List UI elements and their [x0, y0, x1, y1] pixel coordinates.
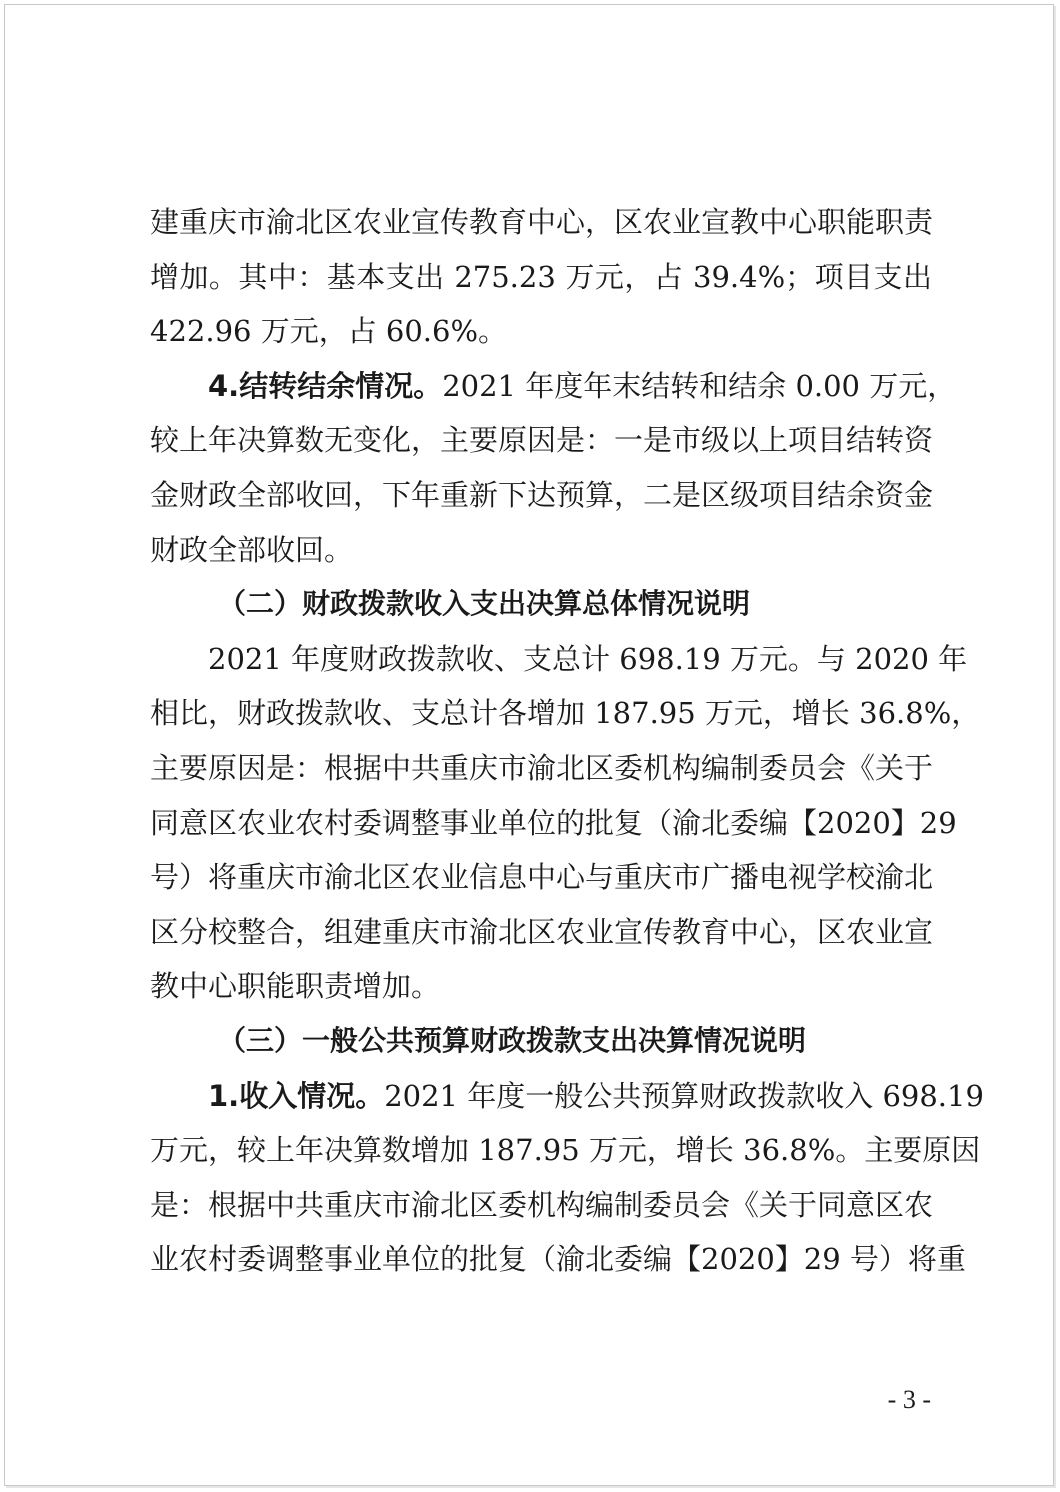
paragraph-line: 同意区农业农村委调整事业单位的批复（渝北委编【2020】29 [150, 805, 957, 840]
paragraph-line-income [150, 1069, 984, 1124]
paragraph-line: 财政全部收回。 [150, 532, 354, 567]
paragraph-line: 业农村委调整事业单位的批复（渝北委编【2020】29 号）将重 [150, 1242, 966, 1277]
paragraph-line: 422.96 万元，占 60.6%。 [150, 314, 508, 349]
paragraph-line: 是：根据中共重庆市渝北区委机构编制委员会《关于同意区农 [150, 1187, 934, 1222]
paragraph-line: 相比，财政拨款收、支总计各增加 187.95 万元，增长 36.8%， [150, 696, 981, 731]
paragraph-line: 增加。其中：基本支出 275.23 万元，占 39.4%；项目支出 [150, 259, 932, 294]
paragraph-line: 建重庆市渝北区农业宣传教育中心，区农业宣教中心职能职责 [150, 205, 934, 239]
paragraph-line: 主要原因是：根据中共重庆市渝北区委机构编制委员会《关于 [150, 750, 934, 785]
paragraph-line: 区分校整合，组建重庆市渝北区农业宣传教育中心，区农业宣 [150, 914, 934, 949]
lead-carryover-heading: 4.结转结余情况。 [208, 368, 443, 403]
lead-income-heading: 1.收入情况。 [208, 1078, 385, 1113]
document-body [150, 195, 984, 1287]
paragraph-line: 号）将重庆市渝北区农业信息中心与重庆市广播电视学校渝北 [150, 860, 934, 895]
paragraph-line-carryover [150, 359, 957, 414]
section-heading-3: （三）一般公共预算财政拨款支出决算情况说明 [218, 1023, 807, 1057]
paragraph-line: 金财政全部收回，下年重新下达预算，二是区级项目结余资金 [150, 477, 934, 512]
paragraph-line: 万元，较上年决算数增加 187.95 万元，增长 36.8%。主要原因 [150, 1133, 981, 1168]
section-heading-2: （二）财政拨款收入支出决算总体情况说明 [218, 587, 751, 621]
document-page [4, 4, 1054, 1486]
page-number: - 3 - [887, 1385, 931, 1414]
paragraph-line: 2021 年度财政拨款收、支总计 698.19 万元。与 2020 年 [208, 641, 968, 676]
paragraph-line: 较上年决算数无变化，主要原因是：一是市级以上项目结转资 [150, 423, 934, 458]
paragraph-line: 教中心职能职责增加。 [150, 969, 441, 1004]
paragraph-text: 2021 年度年末结转和结余 0.00 万元， [442, 368, 957, 403]
paragraph-text: 2021 年度一般公共预算财政拨款收入 698.19 [384, 1078, 984, 1113]
